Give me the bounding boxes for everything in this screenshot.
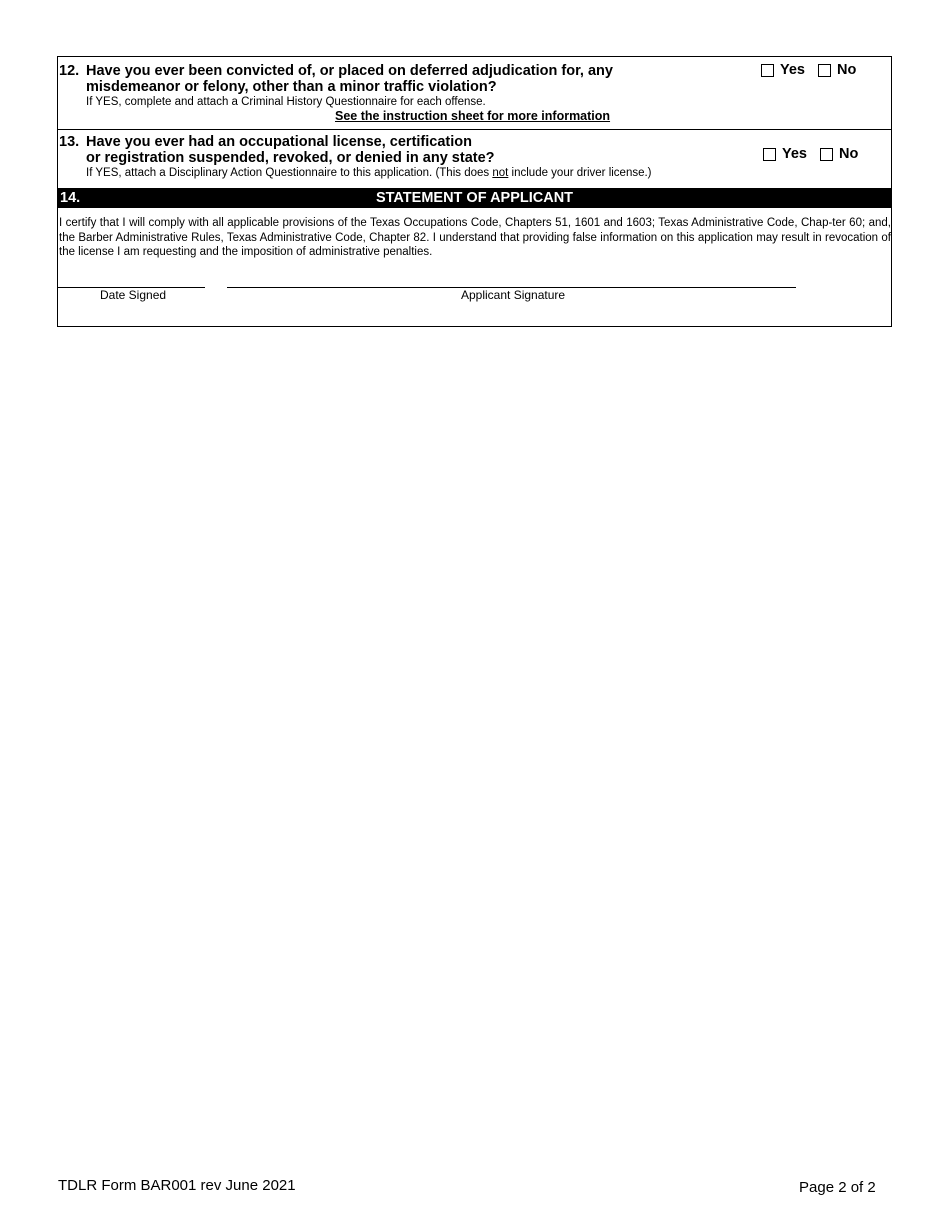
question-12-no-checkbox[interactable]: [818, 64, 831, 77]
question-12-text-line2: misdemeanor or felony, other than a minor traffic violation?: [86, 79, 497, 95]
question-12-no-label: No: [837, 62, 857, 78]
question-13-text-line1: Have you ever had an occupational license, certification: [86, 134, 472, 150]
application-form: [57, 56, 892, 327]
question-13-text-line2: or registration suspended, revoked, or denied in any state?: [86, 150, 495, 166]
section-14-header: [58, 188, 891, 208]
question-12-yes-checkbox[interactable]: [761, 64, 774, 77]
question-12-answer: [761, 62, 856, 78]
date-signed-label: Date Signed: [100, 288, 167, 302]
instruction-sheet-link[interactable]: See the instruction sheet for more information: [335, 109, 611, 123]
question-12-number: 12.: [59, 63, 80, 79]
page-number: Page 2 of 2: [799, 1179, 876, 1196]
question-13-no-label: No: [839, 146, 859, 162]
question-13-yes-label: Yes: [782, 146, 807, 162]
question-12-text-line1: Have you ever been convicted of, or placed on deferred adjudication for, any: [86, 63, 613, 79]
question-13-answer: [763, 146, 858, 162]
section-14-number: 14.: [60, 190, 81, 206]
question-13-note: If YES, attach a Disciplinary Action Questionnaire to this application. (This does not include your driver license.): [86, 167, 652, 179]
question-13: [58, 129, 891, 188]
certification-statement: I certify that I will comply with all applicable provisions of the Texas Occupations Code, Chapters 51, 1601 and 1603; Texas Administrative Code, Chap-ter 60; and, the Barber Administrative Rules, Texas Administrative Code, Chapter 82. I understand that providing false information on this application may result in revocation of the license I am requesting and the imposition of administrative penalties.: [59, 217, 891, 258]
question-13-yes-checkbox[interactable]: [763, 148, 776, 161]
question-13-number: 13.: [59, 134, 80, 150]
question-13-no-checkbox[interactable]: [820, 148, 833, 161]
question-12-note: If YES, complete and attach a Criminal History Questionnaire for each offense.: [86, 96, 486, 108]
question-12: [58, 57, 891, 130]
form-identifier: TDLR Form BAR001 rev June 2021: [58, 1177, 296, 1194]
applicant-signature-label: Applicant Signature: [461, 288, 566, 302]
question-12-yes-label: Yes: [780, 62, 805, 78]
section-14-title: STATEMENT OF APPLICANT: [375, 190, 574, 206]
